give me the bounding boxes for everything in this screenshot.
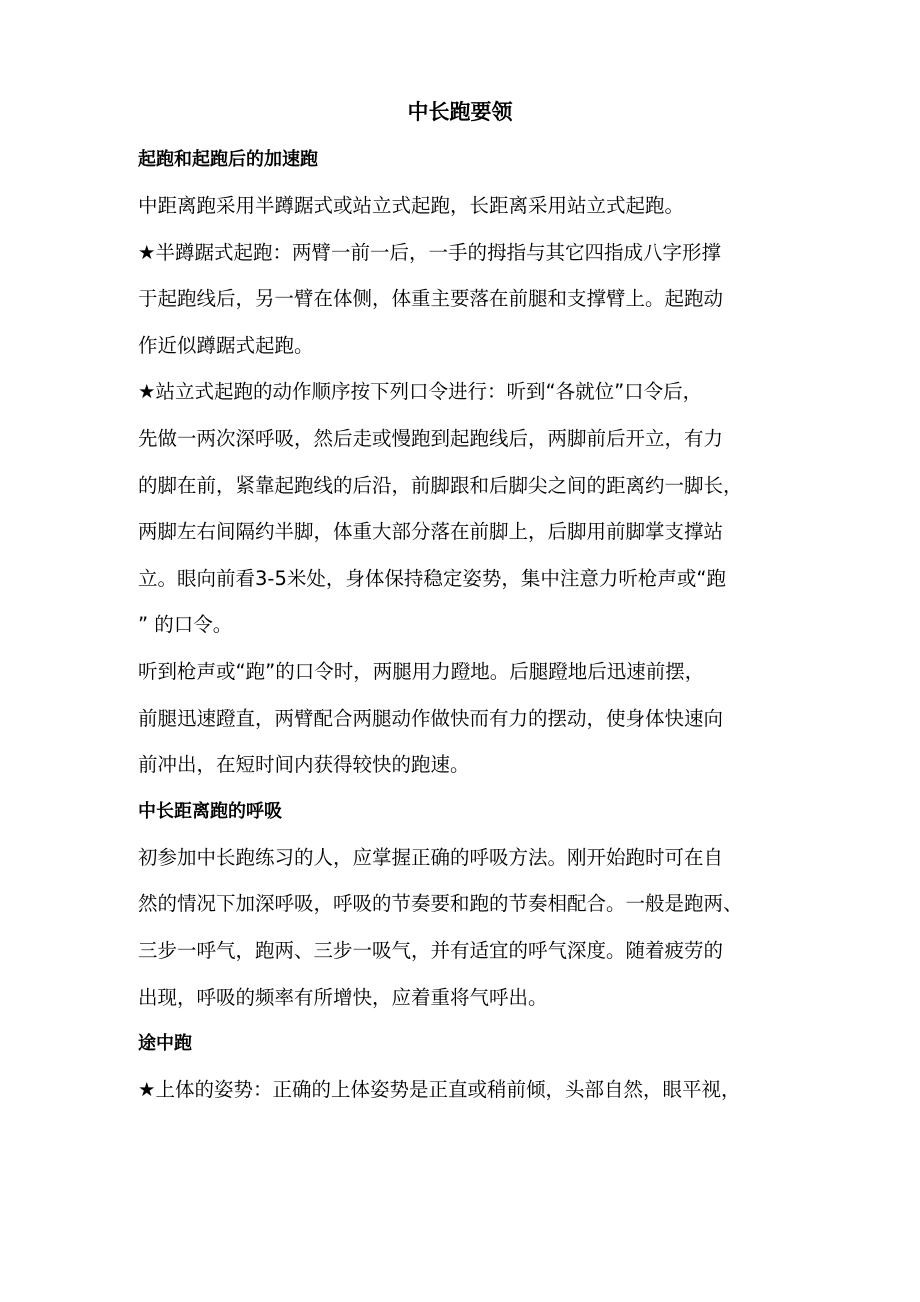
text-line: 然的情况下加深呼吸，呼吸的节奏要和跑的节奏相配合。一般是跑两、: [138, 892, 743, 916]
section-heading-start: 起跑和起跑后的加速跑: [138, 149, 318, 170]
section-heading-midway-run: 途中跑: [138, 1033, 192, 1055]
text-line: 于起跑线后，另一臂在体侧，体重主要落在前腿和支撑臂上。起跑动: [138, 287, 724, 311]
text-line: 前冲出，在短时间内获得较快的跑速。: [138, 753, 470, 777]
text-line: 出现，呼吸的频率有所增快，应着重将气呼出。: [138, 985, 548, 1009]
text-line: 中距离跑采用半蹲踞式或站立式起跑，长距离采用站立式起跑。: [138, 194, 685, 217]
text-line: 的脚在前，紧靠起跑线的后沿，前脚跟和后脚尖之间的距离约一脚长，: [138, 473, 743, 497]
text-line: 初参加中长跑练习的人，应掌握正确的呼吸方法。刚开始跑时可在自: [138, 845, 724, 869]
text-line: 前腿迅速蹬直，两臂配合两腿动作做快而有力的摆动，使身体快速向: [138, 706, 724, 730]
paragraph: [138, 369, 798, 649]
text-line: 立。眼向前看3-5米处，身体保持稳定姿势，集中注意力听枪声或“跑: [138, 566, 726, 590]
text-line: 先做一两次深呼吸，然后走或慢跑到起跑线后，两脚前后开立，有力: [138, 426, 724, 450]
text-line: ★上体的姿势：正确的上体姿势是正直或稍前倾，头部自然，眼平视，: [138, 1078, 741, 1102]
text-line: 三步一呼气，跑两、三步一吸气，并有适宜的呼气深度。随着疲劳的: [138, 938, 724, 962]
text-line: ★半蹲踞式起跑：两臂一前一后，一手的拇指与其它四指成八字形撑: [138, 240, 721, 264]
document-title: 中长跑要领: [407, 100, 513, 124]
text-line: 作近似蹲踞式起跑。: [138, 333, 314, 357]
paragraph: [138, 1067, 798, 1114]
paragraph: [138, 835, 798, 1021]
text-line: 两脚左右间隔约半脚，体重大部分落在前脚上，后脚用前脚掌支撑站: [138, 520, 724, 544]
document-body: [138, 137, 798, 1114]
text-line: ★站立式起跑的动作顺序按下列口令进行：听到“各就位”口令后，: [138, 380, 703, 404]
text-line: 听到枪声或“跑”的口令时，两腿用力蹬地。后腿蹬地后迅速前摆，: [138, 659, 705, 683]
paragraph: [138, 230, 798, 370]
section-heading-breathing: 中长距离跑的呼吸: [138, 800, 282, 822]
text-line: ” 的口令。: [138, 613, 233, 637]
paragraph: [138, 183, 798, 230]
paragraph: [138, 649, 798, 789]
